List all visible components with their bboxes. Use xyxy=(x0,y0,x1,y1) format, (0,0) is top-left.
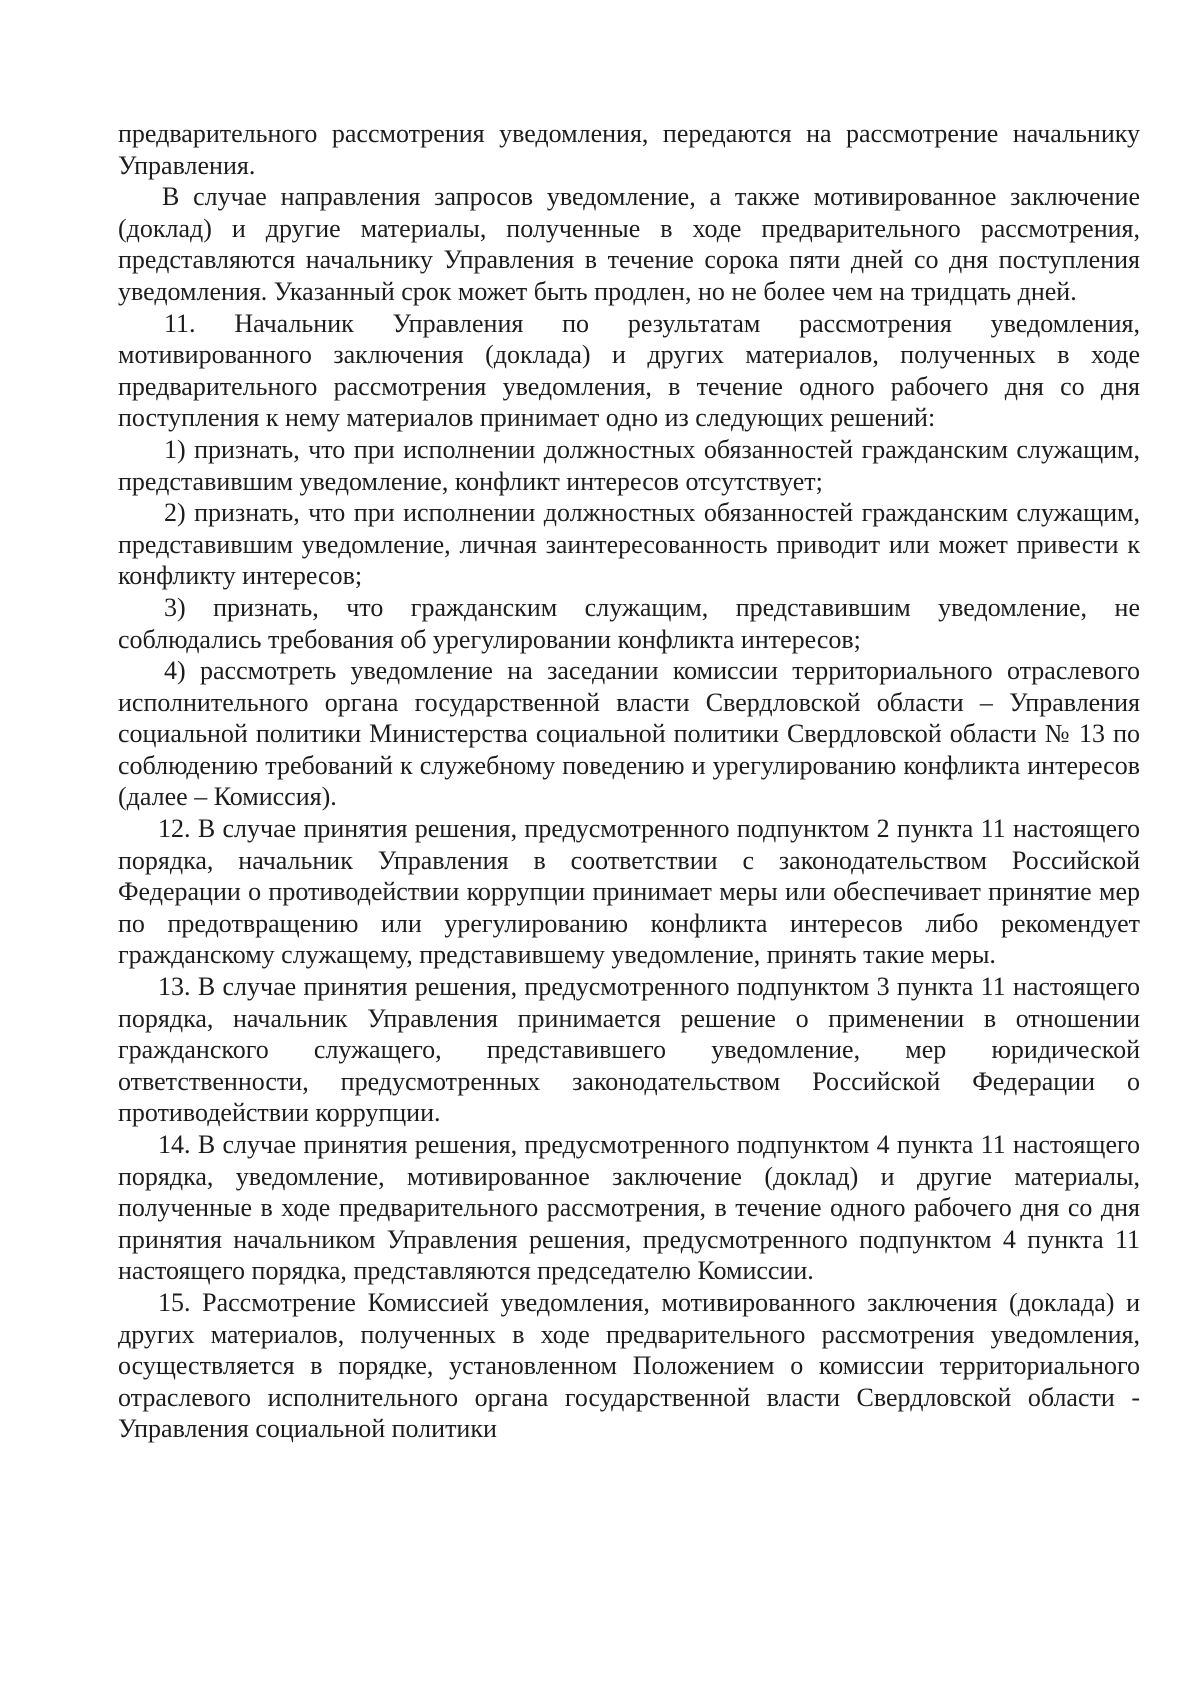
paragraph-requests-case: В случае направления запросов уведомление, а также мотивированное заключение (доклад) и другие материалы, полученные в ходе предварительного рассмотрения, представляются начальнику Управления в течение сорока пяти дней со дня поступления уведомления. Указанный срок может быть продлен, но не более чем на тридцать дней. xyxy=(118,182,1140,306)
paragraph-item-13: 13. В случае принятия решения, предусмотренного подпунктом 3 пункта 11 настоящего порядка, начальник Управления принимается решение о применении в отношении гражданского служащего, представившего уведомление, мер юридической ответственности, предусмотренных законодательством Российской Федерации о противодействии коррупции. xyxy=(118,972,1140,1128)
paragraph-item-11: 11. Начальник Управления по результатам рассмотрения уведомления, мотивированного заключения (доклада) и других материалов, полученных в ходе предварительного рассмотрения уведомления, в течение одного рабочего дня со дня поступления к нему материалов принимает одно из следующих решений: xyxy=(118,308,1140,433)
paragraph-item-12: 12. В случае принятия решения, предусмотренного подпунктом 2 пункта 11 настоящего порядка, начальник Управления в соответствии с законодательством Российской Федерации о противодействии коррупции принимает меры или обеспечивает принятие мер по предотвращению или урегулированию конфликта интересов либо рекомендует гражданскому служащему, представившему уведомление, принять такие меры. xyxy=(118,814,1140,970)
paragraph-item-15: 15. Рассмотрение Комиссией уведомления, мотивированного заключения (доклада) и других материалов, полученных в ходе предварительного рассмотрения уведомления, осуществляется в порядке, установленном Положением о комиссии территориального отраслевого исполнительного органа государственной власти Свердловской области - Управления социальной политики xyxy=(118,1287,1140,1444)
paragraph-subitem-2: 2) признать, что при исполнении должностных обязанностей гражданским служащим, представившим уведомление, личная заинтересованность приводит или может привести к конфликту интересов; xyxy=(118,498,1140,591)
paragraph-continuation: предварительного рассмотрения уведомления, передаются на рассмотрение начальнику Управления. xyxy=(118,119,1140,180)
paragraph-item-14: 14. В случае принятия решения, предусмотренного подпунктом 4 пункта 11 настоящего порядка, уведомление, мотивированное заключение (доклад) и другие материалы, полученные в ходе предварительного рассмотрения, в течение одного рабочего дня со дня принятия начальником Управления решения, предусмотренного подпунктом 4 пункта 11 настоящего порядка, представляются председателю Комиссии. xyxy=(118,1130,1140,1286)
paragraph-subitem-1: 1) признать, что при исполнении должностных обязанностей гражданским служащим, представившим уведомление, конфликт интересов отсутствует; xyxy=(118,434,1140,496)
paragraph-subitem-3: 3) признать, что гражданским служащим, представившим уведомление, не соблюдались требования об урегулировании конфликта интересов; xyxy=(118,592,1140,654)
paragraph-subitem-4: 4) рассмотреть уведомление на заседании комиссии территориального отраслевого исполнительного органа государственной власти Свердловской области – Управления социальной политики Министерства социальной политики Свердловской области № 13 по соблюдению требований к служебному поведению и урегулированию конфликта интересов (далее – Комиссия). xyxy=(118,656,1140,812)
